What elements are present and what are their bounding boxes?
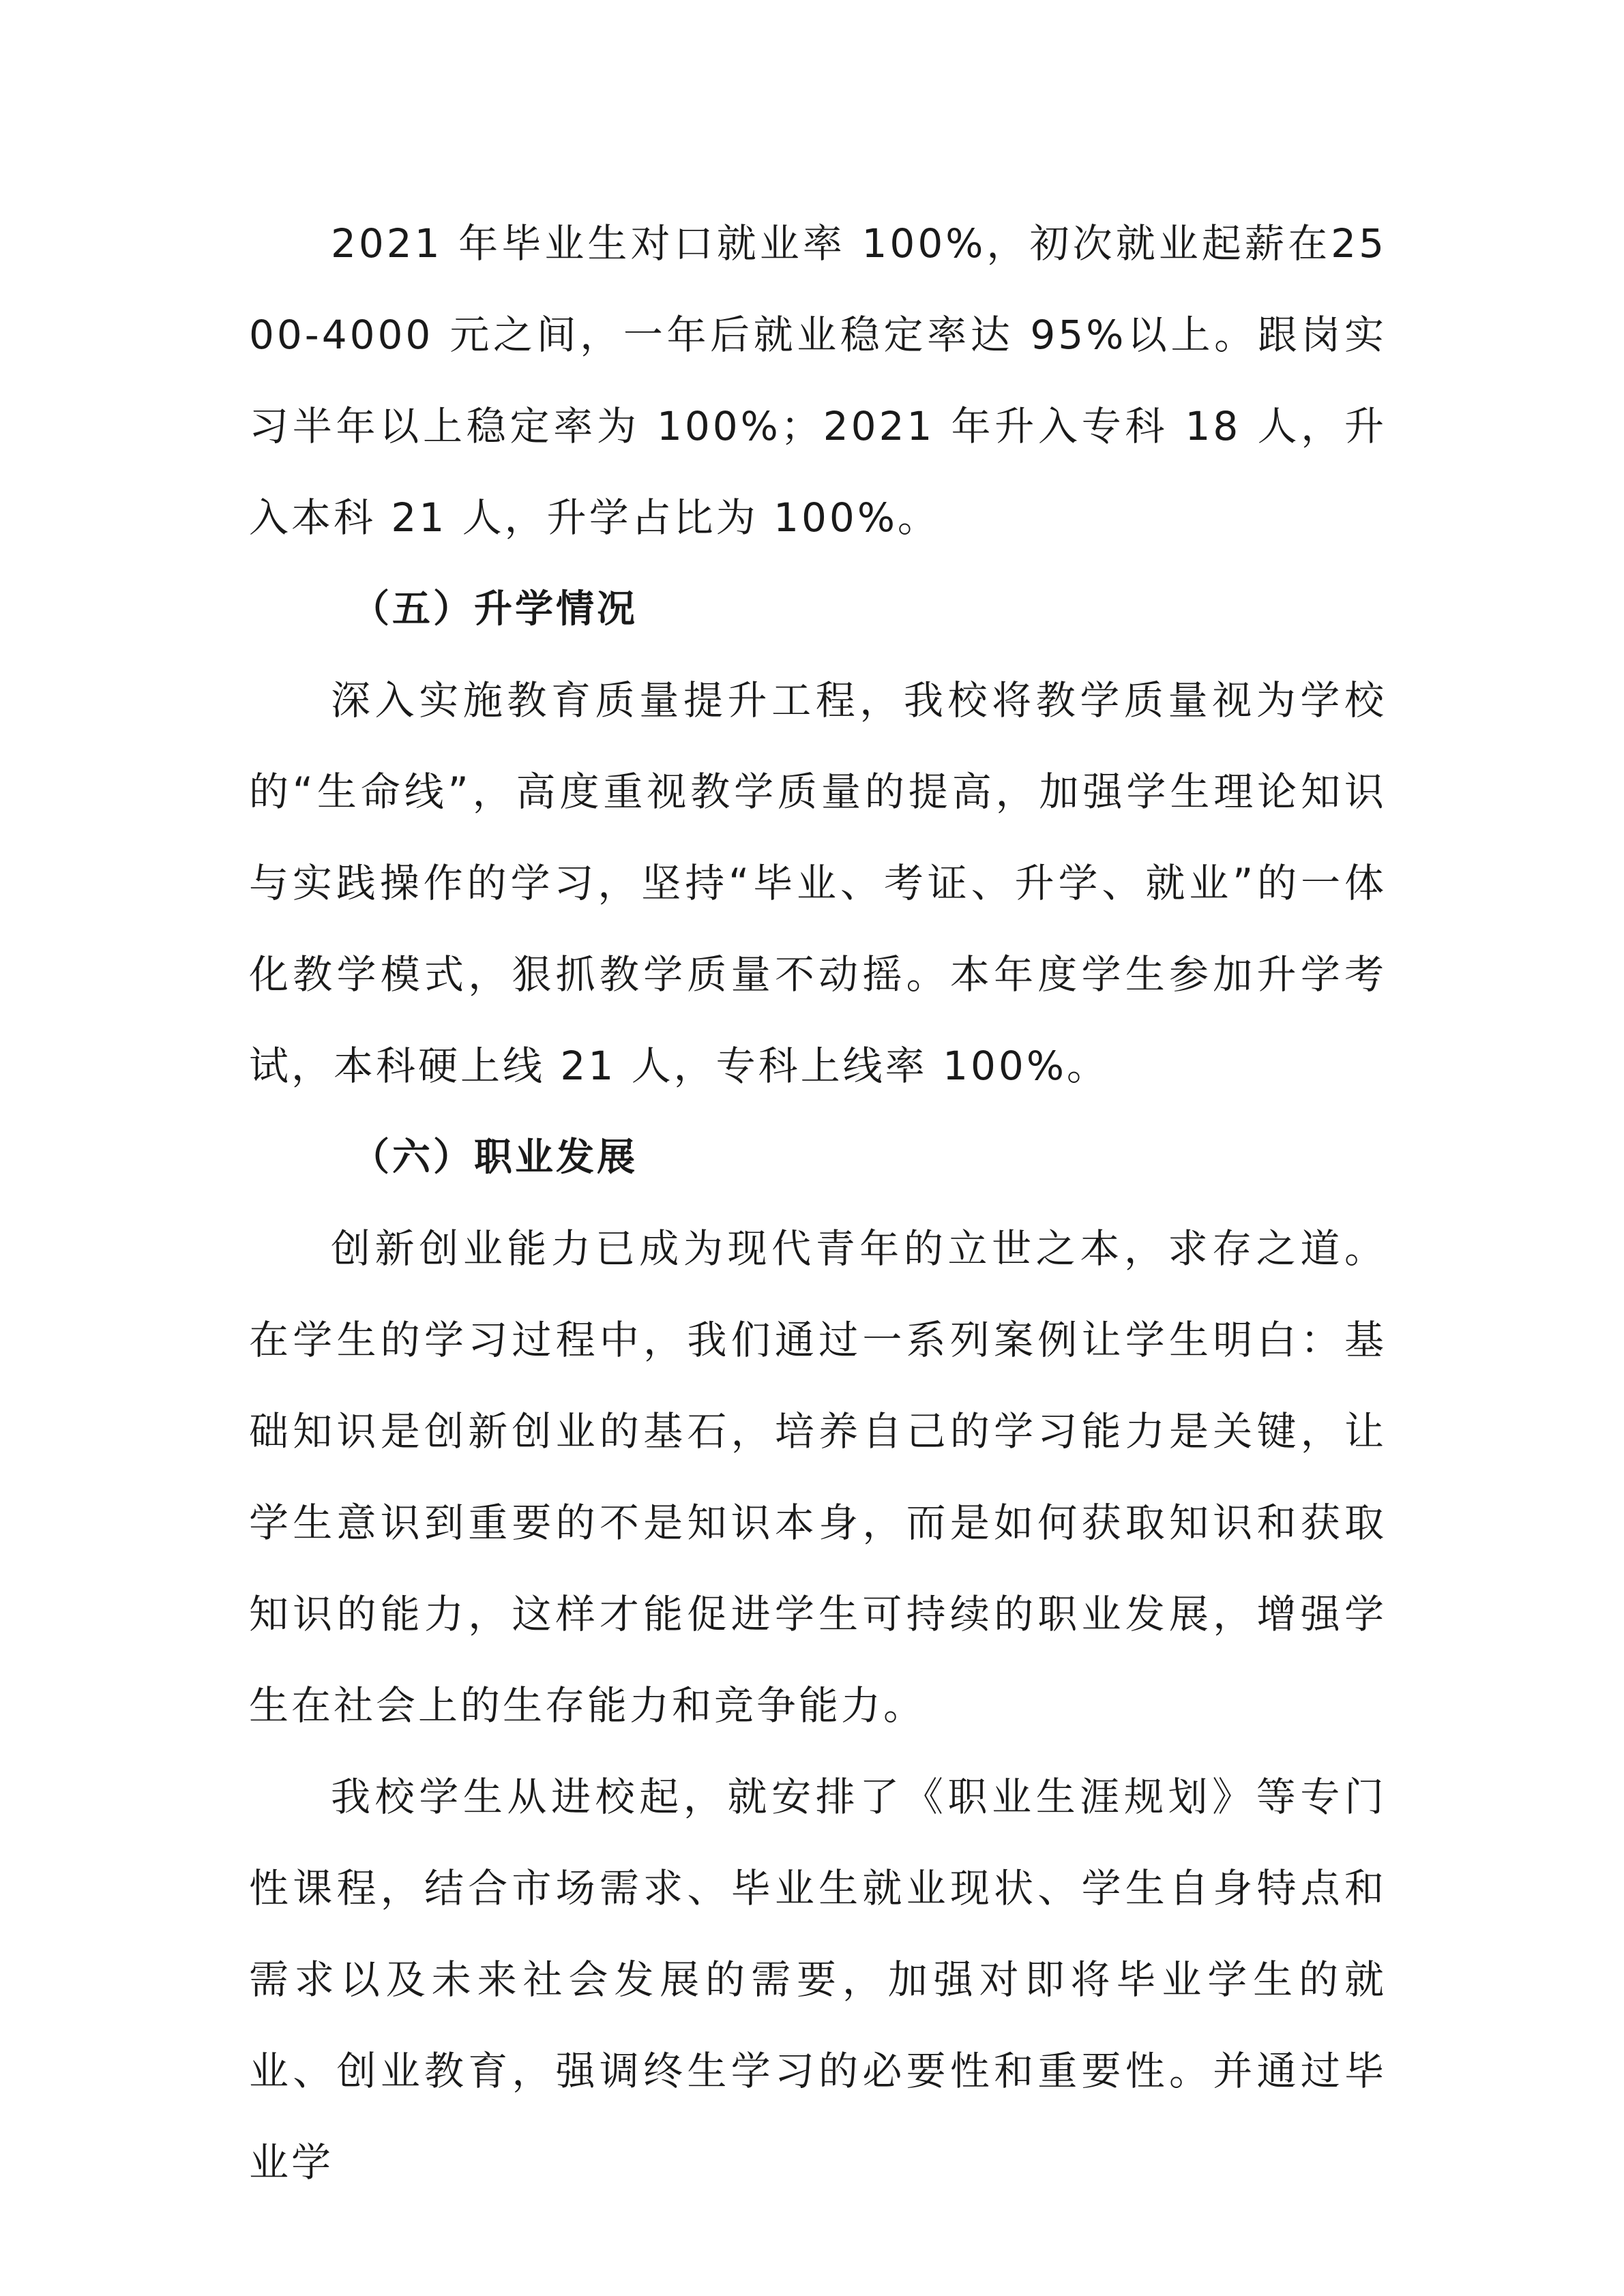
paragraph-career-planning: 我校学生从进校起，就安排了《职业生涯规划》等专门性课程，结合市场需求、毕业生就业现状、学生自身特点和需求以及未来社会发展的需要，加强对即将毕业学生的就业、创业教育，强调终生学习的必要性和重要性。并通过毕业学 bbox=[249, 1774, 1387, 2186]
section-heading-further-study: （五）升学情况 bbox=[351, 586, 638, 631]
document-page bbox=[249, 198, 1387, 2208]
section-heading-career-development: （六）职业发展 bbox=[351, 1135, 638, 1180]
paragraph-teaching-quality: 深入实施教育质量提升工程，我校将教学质量视为学校的“生命线”，高度重视教学质量的提高，加强学生理论知识与实践操作的学习，坚持“毕业、考证、升学、就业”的一体化教学模式，狠抓教学质量不动摇。本年度学生参加升学考试，本科硬上线 21 人，专科上线率 100%。 bbox=[249, 677, 1387, 1089]
paragraph-employment-stats: 2021 年毕业生对口就业率 100%，初次就业起薪在2500-4000 元之间，一年后就业稳定率达 95%以上。跟岗实习半年以上稳定率为 100%；2021 年升入专科 18 人，升入本科 21 人，升学占比为 100%。 bbox=[249, 220, 1387, 541]
paragraph-innovation-entrepreneurship: 创新创业能力已成为现代青年的立世之本，求存之道。在学生的学习过程中，我们通过一系列案例让学生明白：基础知识是创新创业的基石，培养自己的学习能力是关键，让学生意识到重要的不是知识本身，而是如何获取知识和获取知识的能力，这样才能促进学生可持续的职业发展，增强学生在社会上的生存能力和竞争能力。 bbox=[249, 1225, 1387, 1729]
